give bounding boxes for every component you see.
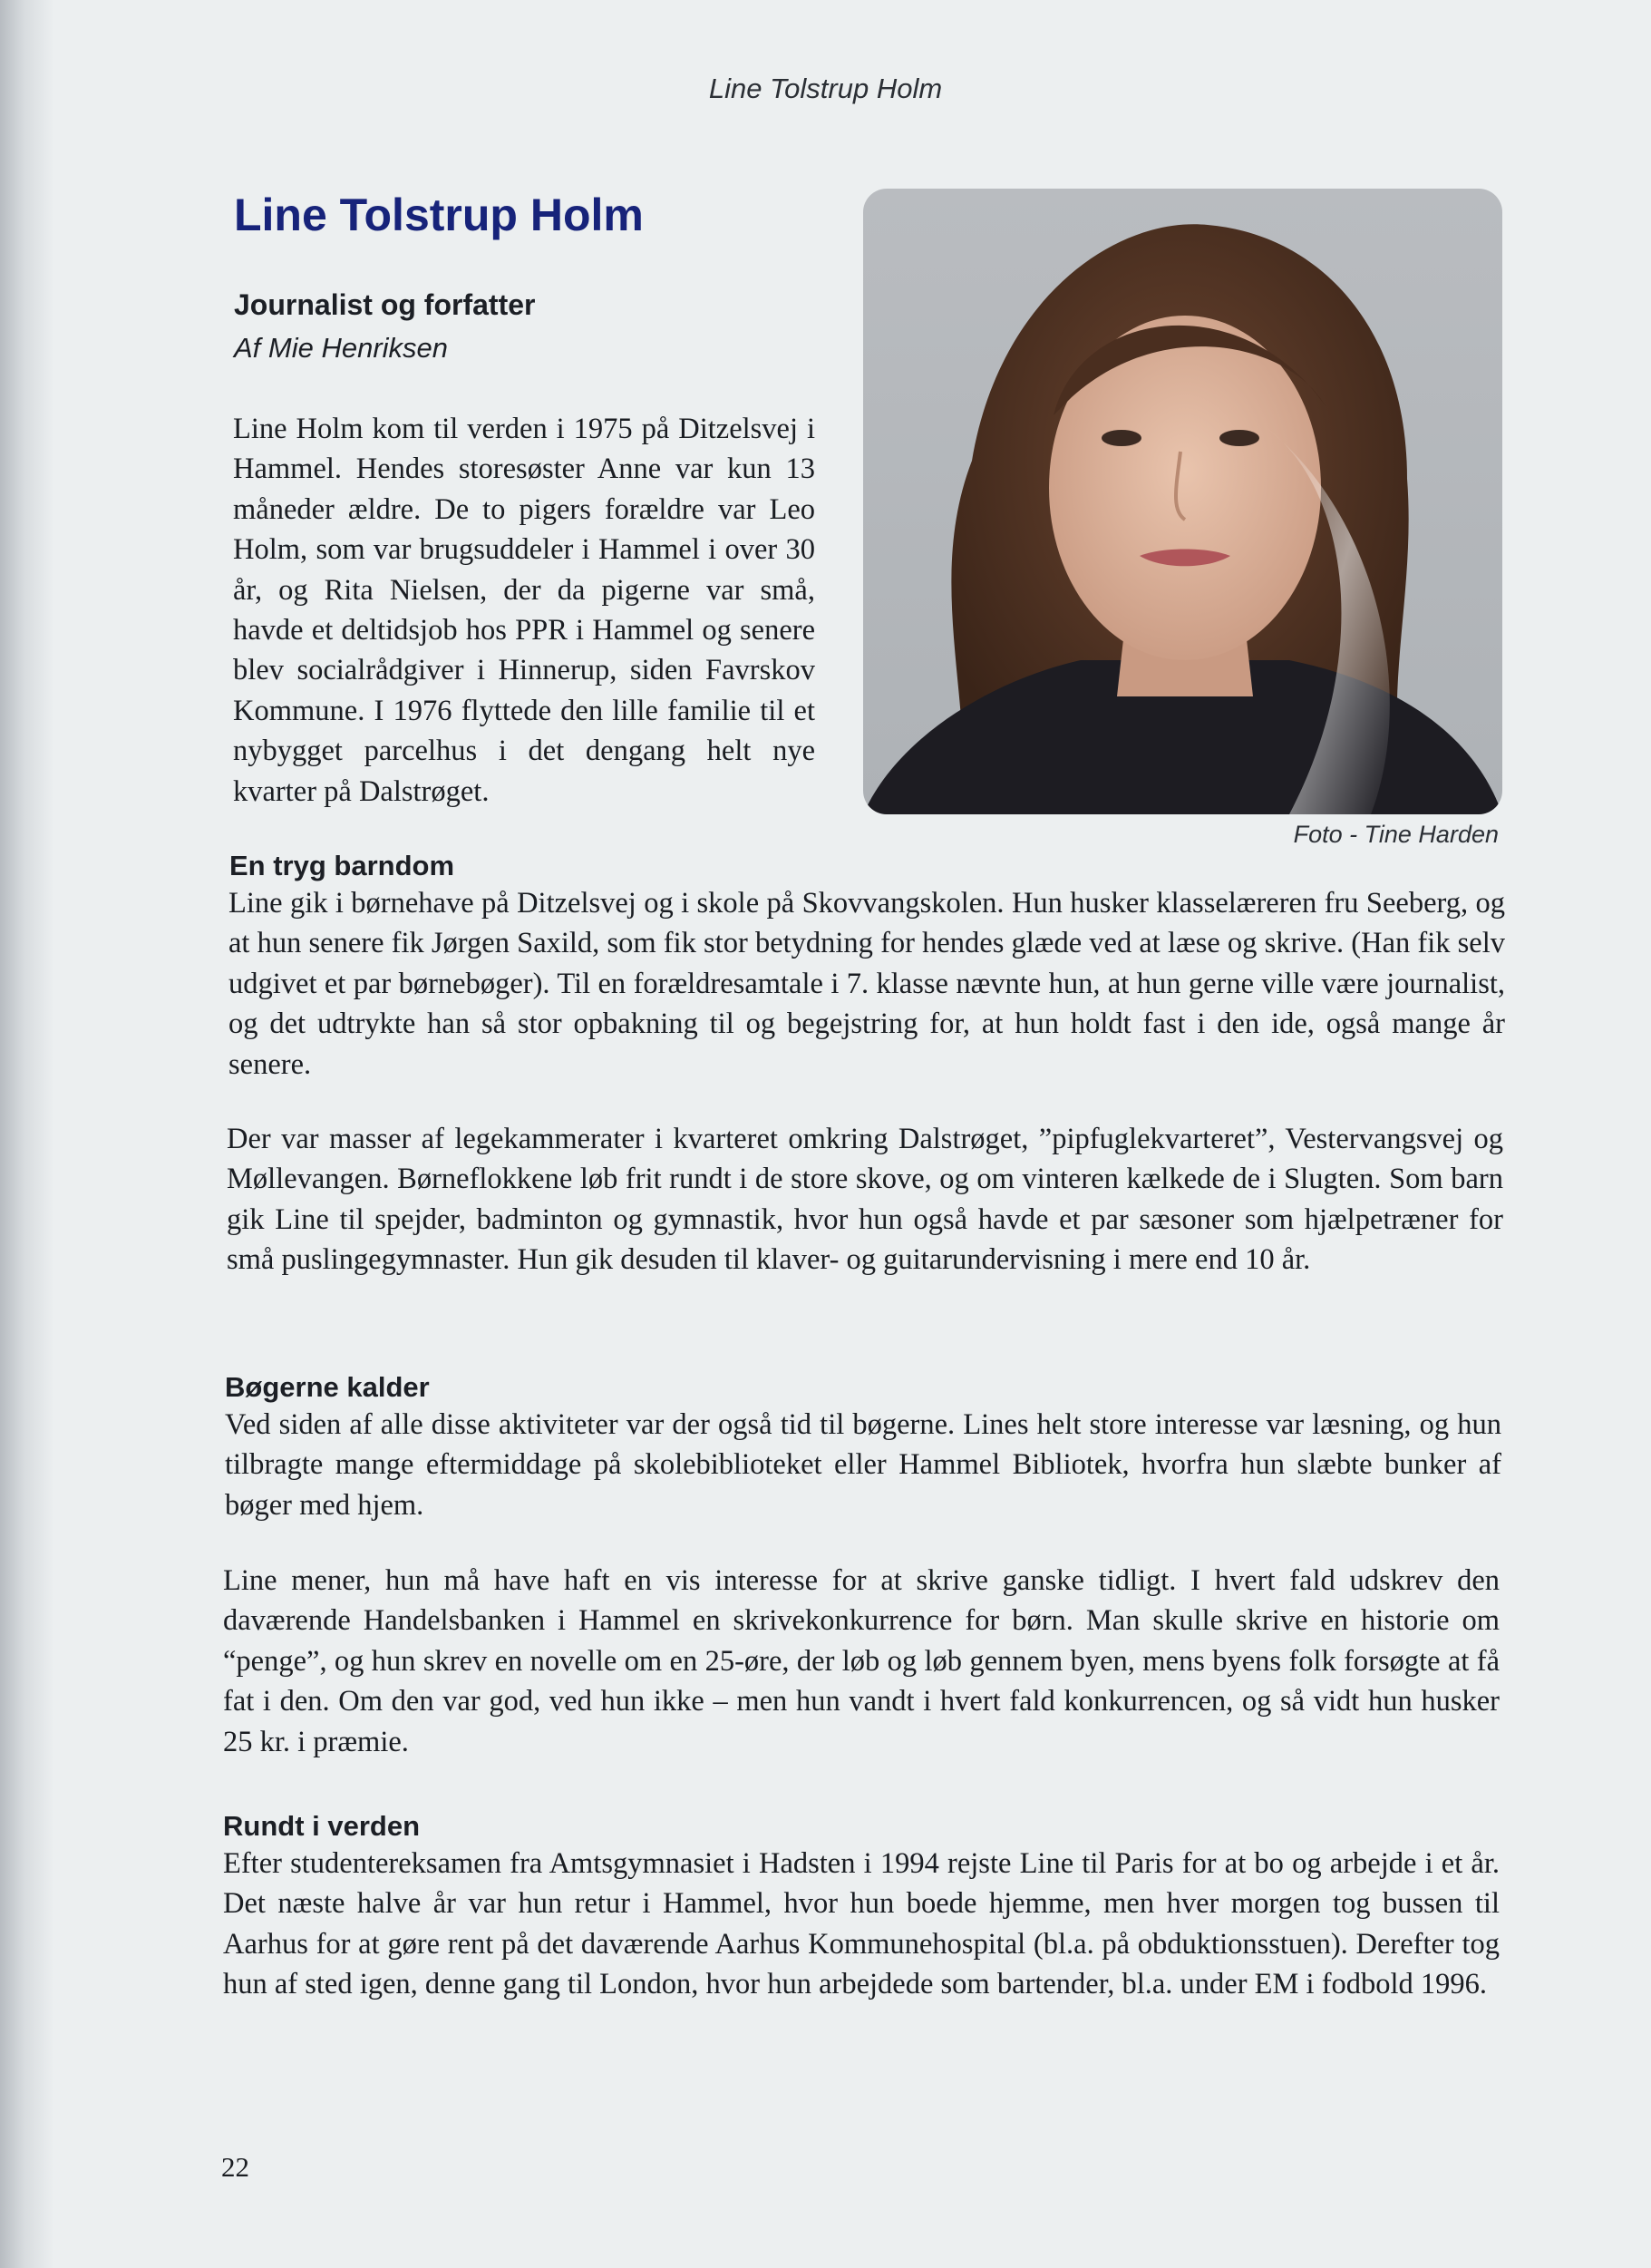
article-subtitle: Journalist og forfatter — [234, 288, 536, 321]
section-heading-bogerne-kalder: Bøgerne kalder — [225, 1371, 430, 1403]
section-heading-en-tryg-barndom: En tryg barndom — [229, 850, 455, 881]
page-number: 22 — [221, 2151, 249, 2183]
photo-caption: Foto - Tine Harden — [1293, 821, 1499, 848]
portrait-photo — [863, 189, 1502, 814]
section-heading-rundt-i-verden: Rundt i verden — [223, 1810, 421, 1842]
intro-paragraph: Line Holm kom til verden i 1975 på Ditzelsvej i Hammel. Hendes storesøster Anne var kun 13 måneder ældre. De to pigers forældre var Leo Holm, som var brugsuddeler i Hammel i over 30 år, og Rita Nielsen, der da pigerne var små, havde et deltidsjob hos PPR i Hammel og senere blev socialrådgiver i Hinnerup, siden Favrskov Kommune. I 1976 flyttede den lille familie til et nybygget parcelhus i det dengang helt nye kvarter på Dalstrøget. — [233, 413, 815, 808]
body-paragraph: Ved siden af alle disse aktiviteter var der også tid til bøgerne. Lines helt store interesse var læsning, og hun tilbragte mange eftermiddage på skolebiblioteket eller Hammel Bibliotek, hvorfra hun slæbte bunker af bøger med hjem. — [225, 1408, 1501, 1522]
book-gutter — [0, 0, 54, 2268]
body-paragraph: Der var masser af legekammerater i kvarteret omkring Dalstrøget, ”pipfuglekvarteret”, Vestervangsvej og Møllevangen. Børneflokkene løb frit rundt i de store skove, og om vinteren kælkede de i Slugten. Som barn gik Line til spejder, badminton og gymnastik, hvor hun også havde et par sæsoner som hjælpetræner for små puslingegymnaster. Hun gik desuden til klaver- og guitarundervisning i mere end 10 år. — [227, 1123, 1503, 1277]
body-paragraph: Efter studentereksamen fra Amtsgymnasiet i Hadsten i 1994 rejste Line til Paris for at bo og arbejde i et år. Det næste halve år var hun retur i Hammel, hvor hun boede hjemme, men hver morgen tog bussen til Aarhus for at gøre rent på det daværende Aarhus Kommunehospital (bl.a. på obduktionsstuen). Derefter tog hun af sted igen, denne gang til London, hvor hun arbejdede som bartender, bl.a. under EM i fodbold 1996. — [223, 1847, 1500, 2001]
article-title: Line Tolstrup Holm — [234, 190, 644, 240]
article-byline: Af Mie Henriksen — [234, 332, 449, 364]
body-paragraph: Line mener, hun må have haft en vis interesse for at skrive ganske tidligt. I hvert fald udskrev den daværende Handelsbanken i Hammel en skrivekonkurrence for børn. Man skulle skrive en historie om “penge”, og hun skrev en novelle om en 25-øre, der løb og løb gennem byen, mens byens folk forsøgte at få fat i den. Om den var god, ved hun ikke – men hun vandt i hvert fald konkurrencen, og så vidt hun husker 25 kr. i præmie. — [223, 1564, 1500, 1758]
body-paragraph: Line gik i børnehave på Ditzelsvej og i skole på Skovvangskolen. Hun husker klasselæreren fru Seeberg, og at hun senere fik Jørgen Saxild, som fik stor betydning for hendes glæde ved at læse og skrive. (Han fik selv udgivet et par børnebøger). Til en forældresamtale i 7. klasse nævnte hun, at hun gerne ville være journalist, og det udtrykte han så stor opbakning til og begejstring for, at hun holdt fast i den ide, også mange år senere. — [228, 887, 1505, 1081]
portrait-illustration — [863, 189, 1502, 814]
running-header: Line Tolstrup Holm — [708, 73, 943, 104]
